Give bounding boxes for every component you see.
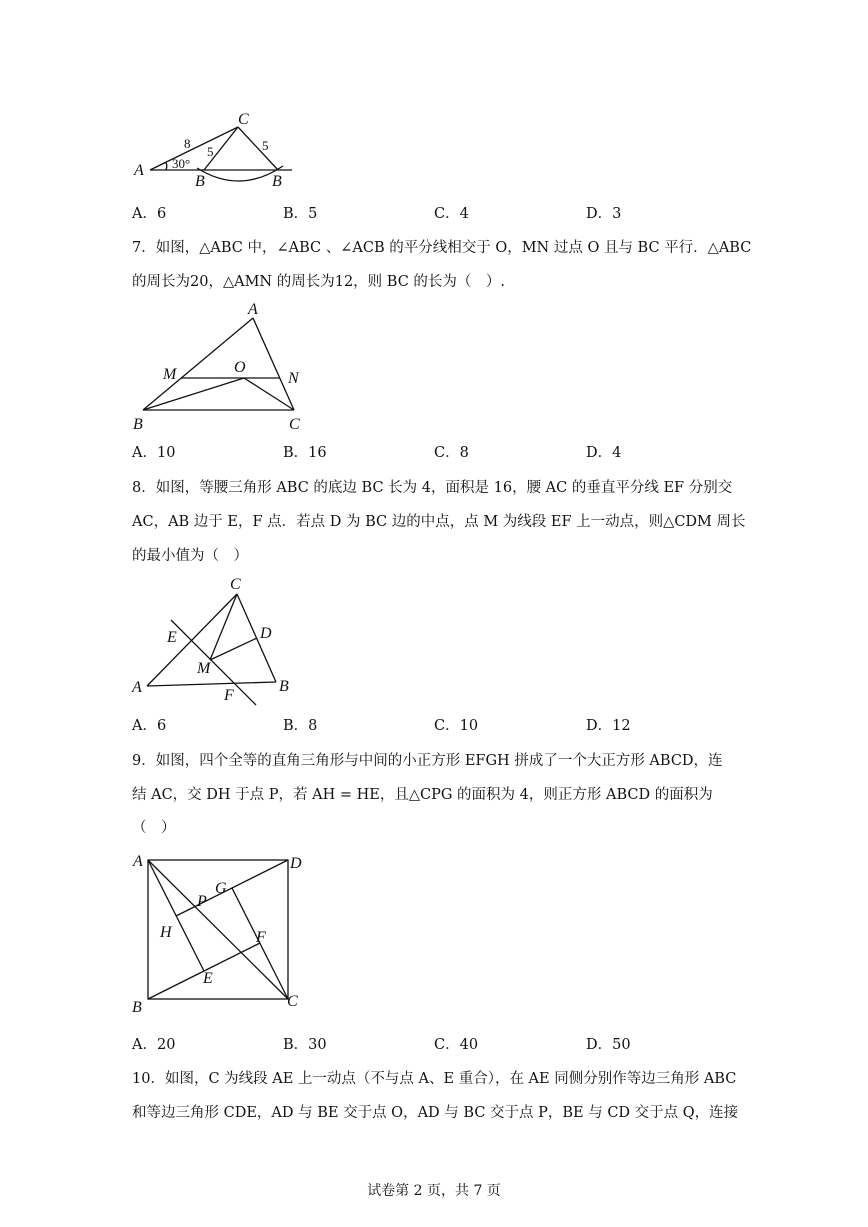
fig7-label-N: N <box>288 370 299 387</box>
fig7-label-A: A <box>248 301 258 318</box>
fig9-label-P: P <box>197 893 207 910</box>
fig9-label-D: D <box>290 855 302 872</box>
q6-option-c[interactable]: C．4 <box>434 206 469 222</box>
page-footer: 试卷第 2 页，共 7 页 <box>367 1183 501 1199</box>
q9-stem-line-1: 9．如图，四个全等的直角三角形与中间的小正方形 EFGH 拼成了一个大正方形 ABCD，连 <box>132 753 723 769</box>
fig6-label-C: C <box>238 111 249 128</box>
q7-option-d[interactable]: D．4 <box>586 445 622 461</box>
q10-stem-line-2: 和等边三角形 CDE，AD 与 BE 交于点 O，AD 与 BC 交于点 P，BE 与 CD 交于点 Q，连接 <box>132 1105 739 1121</box>
fig6-len-8: 8 <box>184 136 191 151</box>
fig6-label-B1: B <box>195 173 205 190</box>
q9-stem-line-3: （ ） <box>132 820 176 836</box>
q8-option-c[interactable]: C．10 <box>434 718 479 734</box>
q6-option-d[interactable]: D．3 <box>586 206 622 222</box>
q7-stem-line-1: 7．如图，△ABC 中，∠ABC 、∠ACB 的平分线相交于 O，MN 过点 O 且与 BC 平行．△ABC <box>132 240 752 256</box>
q9-option-c[interactable]: C．40 <box>434 1037 479 1053</box>
fig7-label-B: B <box>133 416 143 433</box>
q6-option-a[interactable]: A．6 <box>132 206 167 222</box>
fig6-label-A: A <box>134 162 144 179</box>
fig9-label-A: A <box>133 853 143 870</box>
q8-option-b[interactable]: B．8 <box>283 718 318 734</box>
fig8-label-D: D <box>260 625 272 642</box>
fig6-label-B2: B <box>272 173 282 190</box>
q6-option-b[interactable]: B．5 <box>283 206 318 222</box>
fig7-label-O: O <box>234 359 246 376</box>
q7-option-a[interactable]: A．10 <box>132 445 176 461</box>
fig8-label-M: M <box>197 660 211 677</box>
fig9-label-F: F <box>256 929 266 946</box>
q8-stem-line-3: 的最小值为（ ） <box>132 548 248 564</box>
q8-option-d[interactable]: D．12 <box>586 718 631 734</box>
fig8-label-F: F <box>224 687 234 704</box>
fig6-len-5a: 5 <box>207 144 214 159</box>
fig7-label-C: C <box>289 416 300 433</box>
fig9-label-B: B <box>132 999 142 1016</box>
fig8-label-E: E <box>167 629 177 646</box>
fig8-label-A: A <box>132 679 142 696</box>
q7-option-c[interactable]: C．8 <box>434 445 469 461</box>
fig9-label-C: C <box>287 993 298 1010</box>
q9-option-d[interactable]: D．50 <box>586 1037 631 1053</box>
fig9-label-E: E <box>203 970 213 987</box>
fig8-label-C: C <box>230 576 241 593</box>
q9-option-a[interactable]: A．20 <box>132 1037 176 1053</box>
q9-option-b[interactable]: B．30 <box>283 1037 327 1053</box>
fig8-label-B: B <box>279 678 289 695</box>
fig6-angle-30: 30° <box>172 156 191 171</box>
q8-option-a[interactable]: A．6 <box>132 718 167 734</box>
fig9-label-G: G <box>215 880 227 897</box>
fig7-label-M: M <box>163 366 177 383</box>
q9-stem-line-2: 结 AC，交 DH 于点 P，若 AH = HE，且△CPG 的面积为 4，则正方形 ABCD 的面积为 <box>132 787 713 803</box>
fig9-label-H: H <box>160 924 172 941</box>
q7-stem-line-2: 的周长为20，△AMN 的周长为12，则 BC 的长为（ ）. <box>132 274 506 290</box>
q8-stem-line-1: 8．如图，等腰三角形 ABC 的底边 BC 长为 4，面积是 16，腰 AC 的垂直平分线 EF 分别交 <box>132 480 733 496</box>
q7-option-b[interactable]: B．16 <box>283 445 327 461</box>
q10-stem-line-1: 10．如图，C 为线段 AE 上一动点（不与点 A、E 重合），在 AE 同侧分别作等边三角形 ABC <box>132 1071 737 1087</box>
q8-stem-line-2: AC，AB 边于 E，F 点．若点 D 为 BC 边的中点，点 M 为线段 EF 上一动点，则△CDM 周长 <box>132 514 746 530</box>
fig6-len-5b: 5 <box>262 138 269 153</box>
